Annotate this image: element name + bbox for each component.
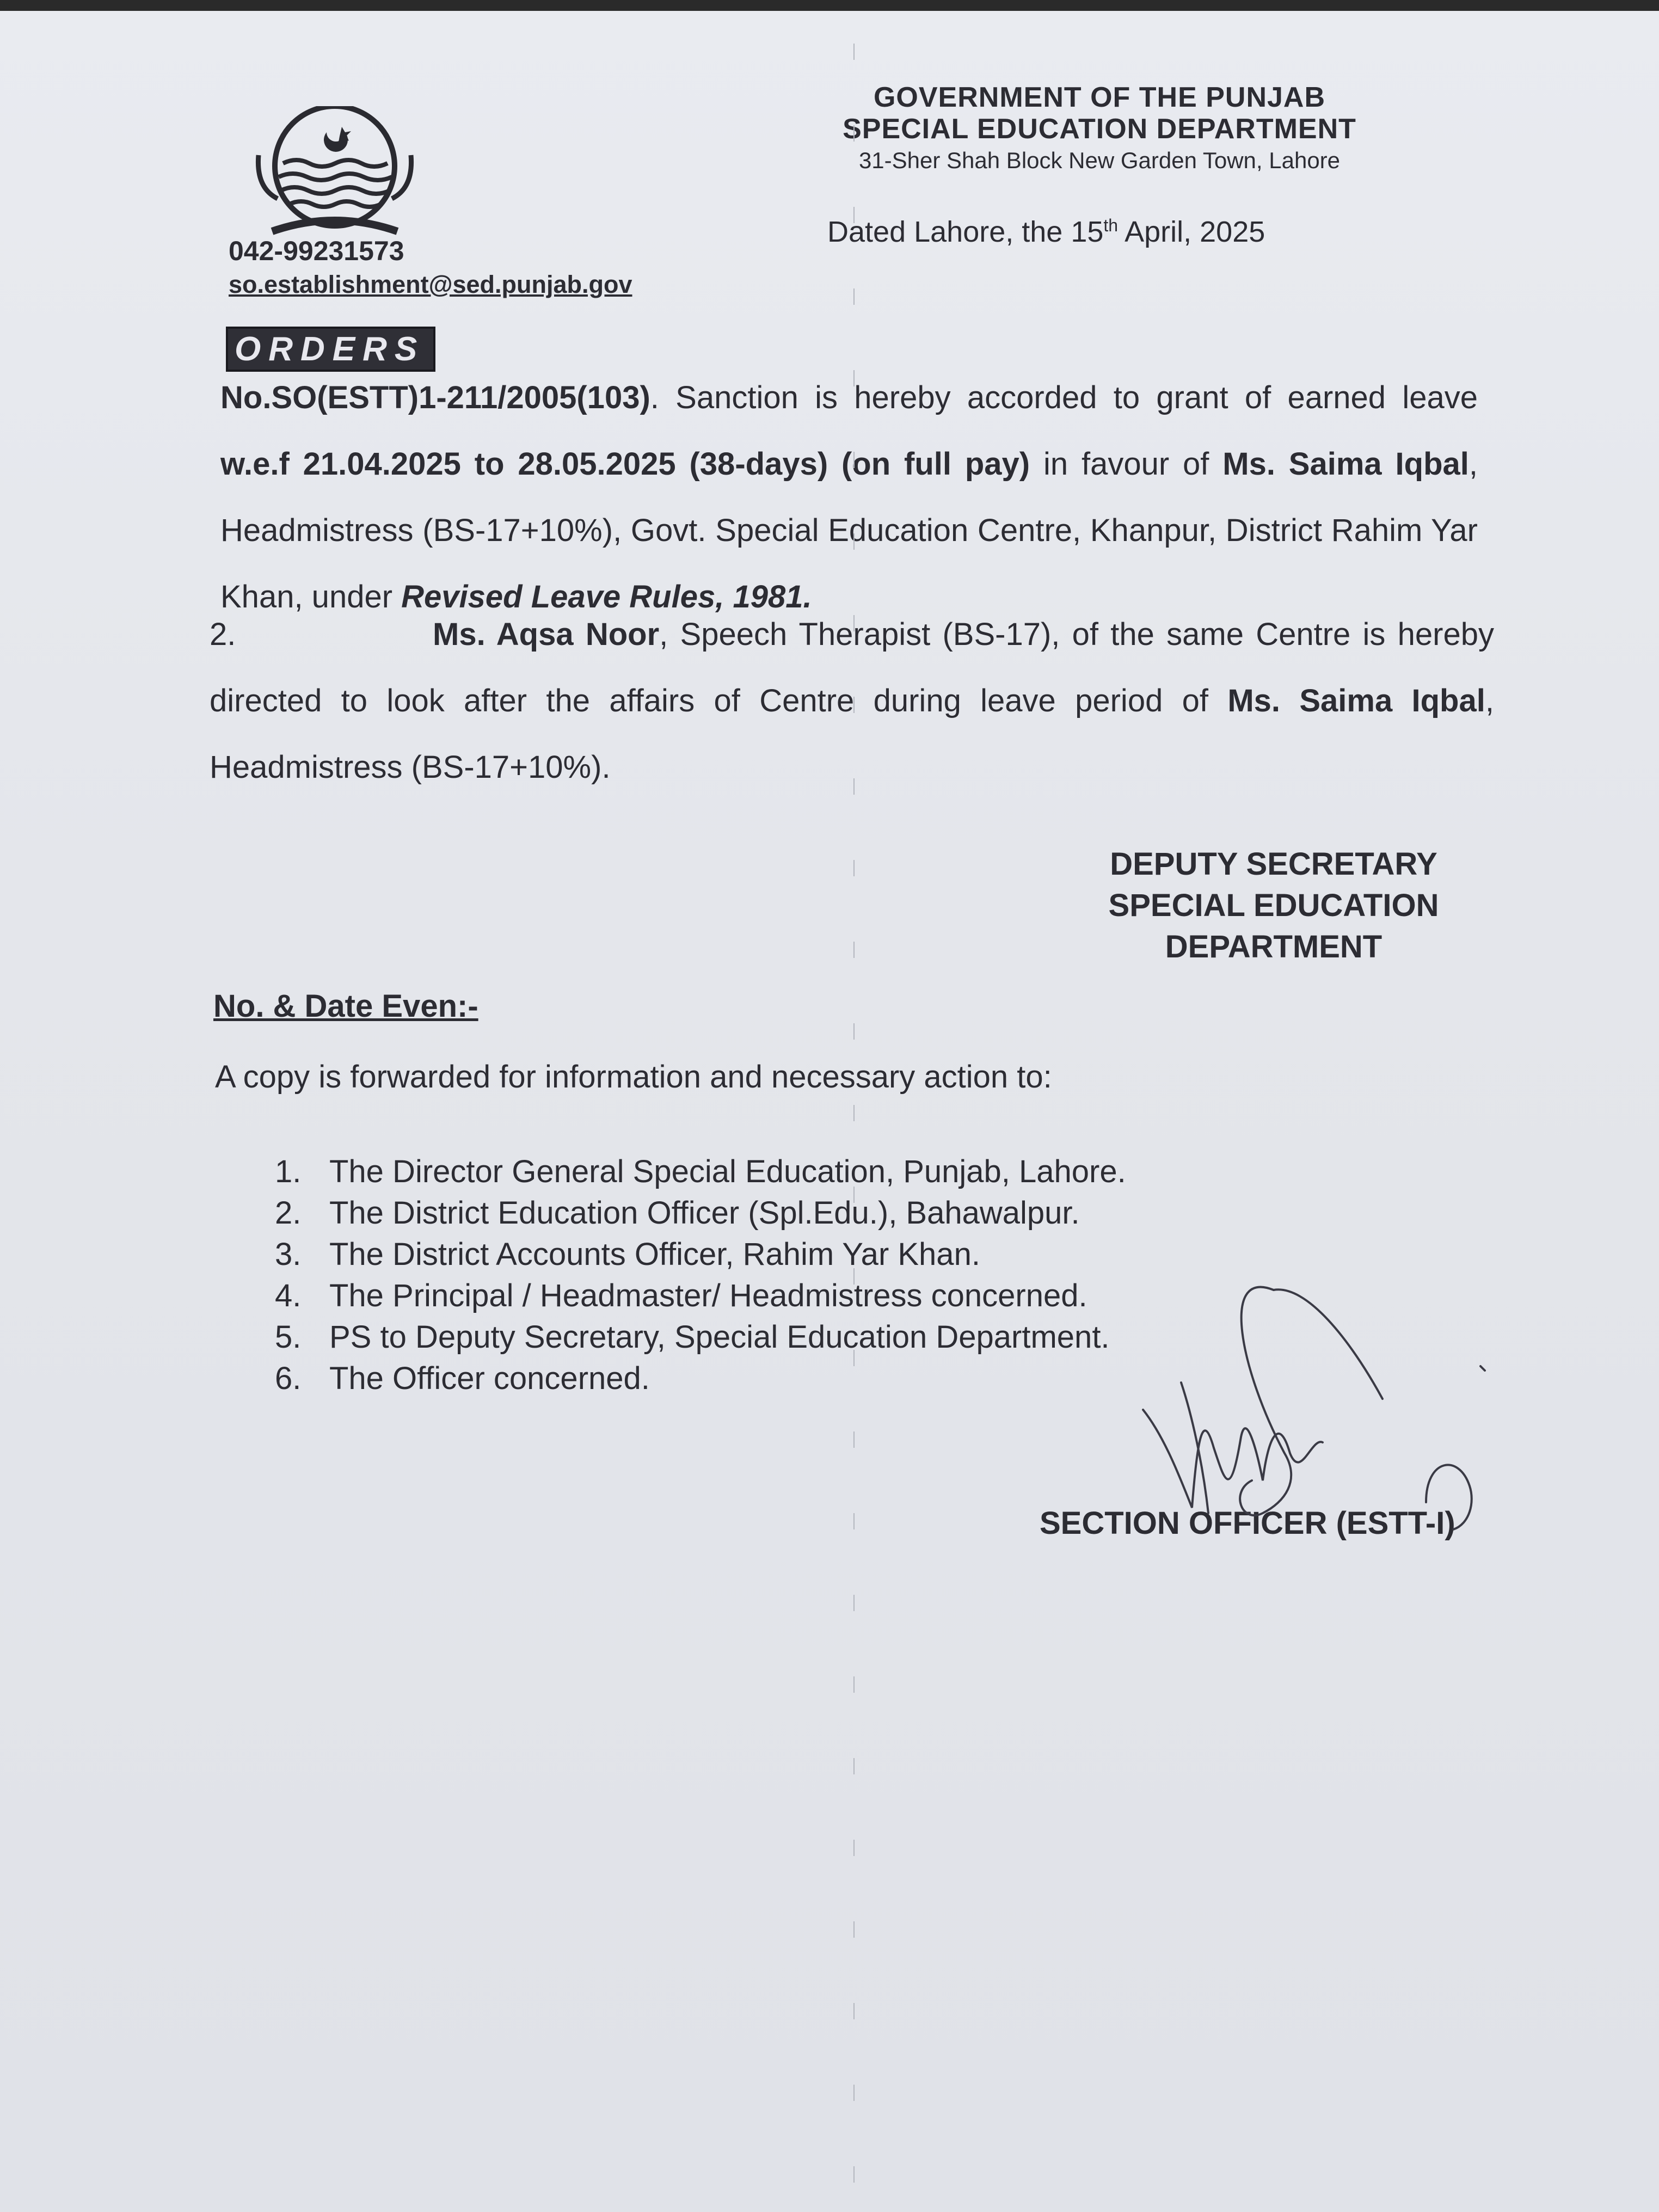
employee-name-2: Ms. Saima Iqbal [1227, 683, 1485, 718]
order-paragraph-1 [220, 365, 1478, 630]
list-item-text: The Director General Special Education, Punjab, Lahore. [329, 1154, 1126, 1189]
heading-line-1: GOVERNMENT OF THE PUNJAB [873, 82, 1326, 113]
list-item-number: 2. [275, 1195, 302, 1231]
list-item-text: The District Accounts Officer, Rahim Yar Khan. [329, 1237, 980, 1272]
list-item-text: PS to Deputy Secretary, Special Education Department. [329, 1319, 1110, 1355]
handwritten-signature [1121, 1274, 1502, 1578]
employee-name: Ms. Saima Iqbal [1222, 446, 1469, 482]
signatory-line-3: DEPARTMENT [1165, 929, 1382, 964]
signatory-line-2: SPECIAL EDUCATION [1108, 888, 1439, 923]
leave-period: w.e.f 21.04.2025 to 28.05.2025 (38-days) (on full pay) [220, 446, 1030, 482]
list-item [275, 1151, 1126, 1193]
list-item-text: The District Education Officer (Spl.Edu.), Bahawalpur. [329, 1195, 1080, 1231]
list-item [275, 1275, 1126, 1317]
phone-number: 042-99231573 [229, 236, 404, 266]
list-item-number: 4. [275, 1278, 302, 1313]
acting-officer-name: Ms. Aqsa Noor [433, 617, 660, 652]
list-item [275, 1234, 1126, 1275]
paragraph-number: 2. [210, 617, 236, 652]
para1-text-1: . Sanction is hereby accorded to grant of earned leave [650, 380, 1478, 415]
department-heading [773, 82, 1426, 176]
date-suffix: April, 2025 [1118, 216, 1265, 248]
order-reference: No.SO(ESTT)1-211/2005(103) [220, 380, 650, 415]
list-item [275, 1193, 1126, 1234]
signatory-line-1: DEPUTY SECRETARY [1110, 846, 1437, 882]
document-page [0, 11, 1659, 2212]
list-item-number: 1. [275, 1154, 302, 1189]
list-item-text: The Officer concerned. [329, 1361, 650, 1396]
list-item-text: The Principal / Headmaster/ Headmistress concerned. [329, 1278, 1087, 1313]
para2-text-1: , Speech Therapist (BS-17), of the same Centre is hereby directed to look after the affairs of Centre during leave period of [210, 617, 1494, 718]
section-officer-title: SECTION OFFICER (ESTT-I) [1040, 1506, 1455, 1541]
number-date-even: No. & Date Even:- [213, 988, 478, 1024]
signatory-block [1034, 844, 1513, 968]
contact-block [229, 234, 632, 302]
list-item [275, 1358, 1126, 1399]
para1-text-3: , Headmistress (BS-17+10%), Govt. Special Education Centre, Khanpur, District Rahim Yar Khan, under [220, 446, 1478, 615]
list-item-number: 5. [275, 1319, 302, 1355]
leave-rules: Revised Leave Rules, 1981. [401, 579, 812, 615]
list-item-number: 3. [275, 1237, 302, 1272]
copy-forwarded-text: A copy is forwarded for information and necessary action to: [215, 1059, 1052, 1095]
heading-address: 31-Sher Shah Block New Garden Town, Lahore [858, 148, 1341, 173]
para1-text-2: in favour of [1030, 446, 1223, 482]
paper-fold-line [852, 44, 856, 2210]
para2-text-2: , Headmistress (BS-17+10%). [210, 683, 1494, 785]
date-sup: th [1103, 216, 1119, 235]
heading-line-2: SPECIAL EDUCATION DEPARTMENT [843, 113, 1356, 145]
orders-label: ORDERS [226, 327, 435, 372]
recipient-list [275, 1151, 1126, 1399]
email-address[interactable]: so.establishment@sed.punjab.gov [229, 271, 632, 298]
date-prefix: Dated Lahore, the 15 [827, 216, 1104, 248]
date-line [827, 215, 1265, 249]
punjab-government-emblem-icon [245, 106, 425, 242]
list-item [275, 1317, 1126, 1358]
list-item-number: 6. [275, 1361, 302, 1396]
